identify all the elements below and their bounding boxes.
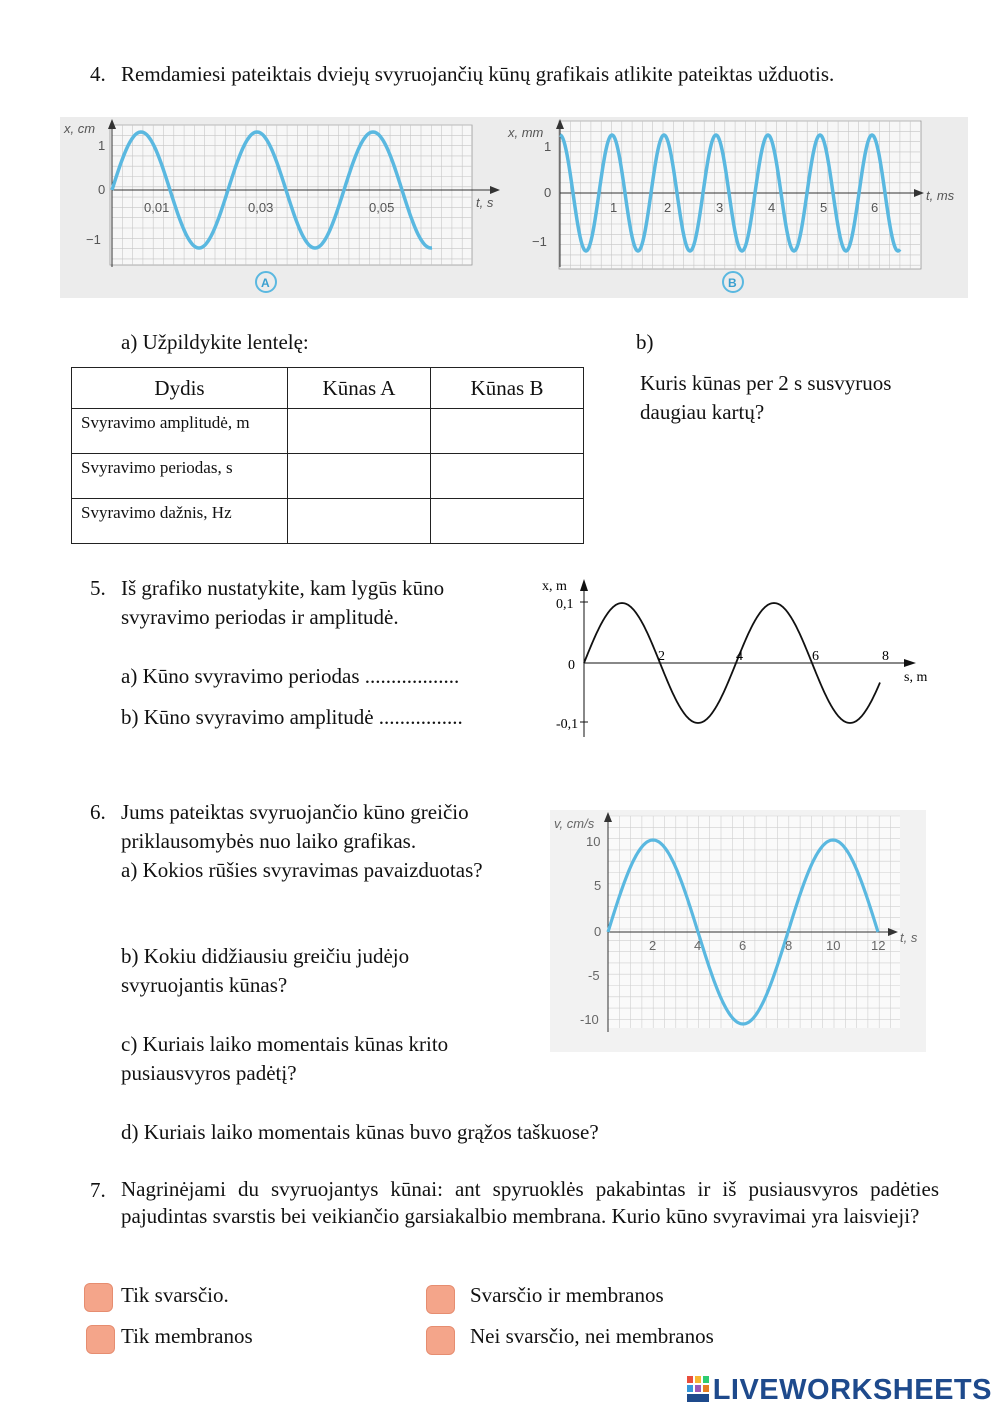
graph-b-xlabel: t, ms (926, 188, 955, 203)
liveworksheets-logo (687, 1374, 992, 1407)
q5-text: Iš grafiko nustatykite, kam lygūs kūno svyravimo periodas ir amplitudė. (121, 576, 445, 629)
q6-xtick: 12 (871, 938, 886, 953)
q5-number: 5. (90, 576, 106, 600)
q5-ytick: 0,1 (556, 597, 574, 612)
table-row (72, 409, 584, 454)
option-checkbox[interactable] (84, 1283, 113, 1312)
q6-ylabel: v, cm/s (554, 816, 595, 831)
q4-table (71, 367, 584, 544)
option-label: Tik svarsčio. (121, 1283, 229, 1307)
option-checkbox[interactable] (426, 1285, 455, 1314)
graph-b-ytick: −1 (532, 234, 547, 249)
graph-a-ytick: −1 (86, 232, 101, 247)
answer-cell-b-period[interactable] (431, 454, 584, 499)
graph-a-xlabel: t, s (476, 195, 494, 210)
graph-a-ylabel: x, cm (64, 121, 96, 136)
q6-xtick: 4 (694, 938, 702, 953)
option-checkbox[interactable] (426, 1326, 455, 1355)
table-header: Kūnas B (431, 368, 584, 409)
q6-text: Jums pateiktas svyruojančio kūno greičio priklausomybės nuo laiko grafikas. (121, 800, 469, 853)
graph-b-ylabel: x, mm (508, 125, 544, 140)
answer-cell-a-frequency[interactable] (288, 499, 431, 544)
q7-number: 7. (90, 1178, 106, 1202)
graph-b-xtick: 6 (871, 200, 879, 215)
logo-icon (687, 1376, 709, 1402)
q6-part-a: a) Kokios rūšies svyravimas pavaizduotas? (121, 858, 483, 882)
table-header-row (72, 368, 584, 409)
q4-part-a: a) Užpildykite lentelę: (121, 330, 309, 354)
q6-xtick: 6 (739, 938, 747, 953)
graph-a-ytick: 0 (98, 182, 106, 197)
table-row-label: Svyravimo periodas, s (72, 454, 288, 499)
graph-b-xtick: 4 (768, 200, 776, 215)
graph-b-xtick: 5 (820, 200, 828, 215)
graph-a-xtick: 0,05 (369, 200, 395, 215)
q5-part-a: a) Kūno svyravimo periodas .................. (121, 664, 460, 688)
answer-cell-b-frequency[interactable] (431, 499, 584, 544)
q5-part-b: b) Kūno svyravimo amplitudė ................ (121, 705, 463, 729)
graph-b-badge: B (728, 276, 737, 290)
option-label: Nei svarsčio, nei membranos (470, 1324, 714, 1348)
q4-graphs (60, 117, 968, 298)
q5-graph (540, 575, 940, 745)
answer-cell-a-amplitude[interactable] (288, 409, 431, 454)
graph-a-xtick: 0,03 (248, 200, 274, 215)
table-row (72, 454, 584, 499)
q6-ytick: 5 (594, 878, 602, 893)
q4-part-b-label: b) (636, 330, 654, 354)
q4-number: 4. (90, 62, 106, 86)
q6-ytick: -5 (588, 968, 600, 983)
graph-a-ytick: 1 (98, 138, 106, 153)
table-row-label: Svyravimo amplitudė, m (72, 409, 288, 454)
answer-cell-b-amplitude[interactable] (431, 409, 584, 454)
graph-b-xtick: 3 (716, 200, 724, 215)
graph-b-xtick: 2 (664, 200, 672, 215)
q6-ytick: 0 (594, 924, 602, 939)
q6-xtick: 2 (649, 938, 657, 953)
option-checkbox[interactable] (86, 1325, 115, 1354)
option-label: Svarsčio ir membranos (470, 1283, 664, 1307)
graph-b-ytick: 1 (544, 139, 552, 154)
q6-xtick: 10 (826, 938, 841, 953)
q6-xtick: 8 (785, 938, 793, 953)
graph-b (507, 119, 955, 292)
graph-b-xtick: 1 (610, 200, 618, 215)
q5-ytick: -0,1 (556, 717, 579, 732)
q4-part-b-question: Kuris kūnas per 2 s susvyruos daugiau kartų? (640, 371, 892, 424)
graph-a-badge: A (261, 276, 270, 290)
q5-xtick: 6 (812, 649, 819, 664)
q7-text: Nagrinėjami du svyruojantys kūnai: ant spyruoklės pakabintas ir iš pusiausvyros padėties pajudintas svarstis bei veikiančio garsiakalbio membrana. Kurio kūno svyravimai yra laisvieji? (121, 1177, 939, 1228)
q5-xlabel: s, m (904, 670, 928, 685)
q5-ylabel: x, m (542, 579, 567, 594)
logo-text: LIVEWORKSHEETS (712, 1374, 992, 1406)
q5-xtick: 8 (882, 649, 889, 664)
q5-ytick: 0 (568, 658, 575, 673)
graph-b-ytick: 0 (544, 185, 552, 200)
option-label: Tik membranos (121, 1324, 253, 1348)
q6-xlabel: t, s (900, 930, 918, 945)
answer-cell-a-period[interactable] (288, 454, 431, 499)
q6-part-b: b) Kokiu didžiausiu greičiu judėjo svyruojantis kūnas? (121, 944, 410, 997)
q6-part-c: c) Kuriais laiko momentais kūnas krito pusiausvyros padėtį? (121, 1032, 449, 1085)
q4-text: Remdamiesi pateiktais dviejų svyruojančių kūnų grafikais atlikite pateiktas užduotis. (121, 62, 835, 86)
q6-ytick: -10 (580, 1012, 599, 1027)
q5-xtick: 4 (736, 649, 743, 664)
graph-a-xtick: 0,01 (144, 200, 170, 215)
q6-part-d: d) Kuriais laiko momentais kūnas buvo grąžos taškuose? (121, 1120, 599, 1144)
table-header: Kūnas A (288, 368, 431, 409)
q6-ytick: 10 (586, 834, 601, 849)
q6-graph (550, 810, 926, 1052)
table-header: Dydis (72, 368, 288, 409)
table-row-label: Svyravimo dažnis, Hz (72, 499, 288, 544)
q5-xtick: 2 (658, 649, 665, 664)
q6-number: 6. (90, 800, 106, 824)
table-row (72, 499, 584, 544)
